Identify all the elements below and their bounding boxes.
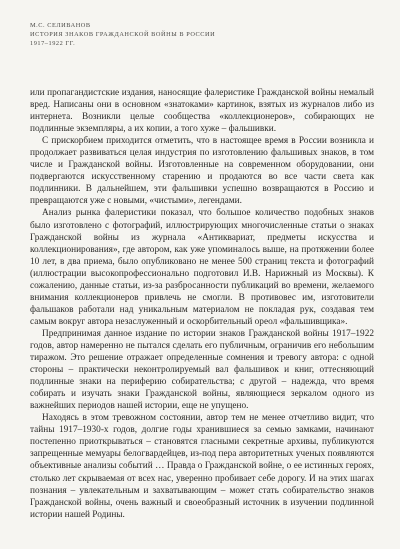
running-head-author: М.С. СЕЛИВАНОВ bbox=[30, 22, 91, 29]
running-head-title: ИСТОРИЯ ЗНАКОВ ГРАЖДАНСКОЙ ВОЙНЫ В РОССИИ bbox=[30, 30, 216, 38]
paragraph-3: Анализ рынка фалеристики показал, что большое количество подобных знаков было изготовлено с фотографий, иллюстрирующих многочисленные статьи о знаках Гражданской войны из журнала «Антиквариат, предметы искусства и коллекционирования», где автором, как уже упоминалось выше, на протяжении более 10 лет, в два приема, было опубликовано не менее 500 страниц текста и фотографий (иллюстрации высокопрофессионально подготовил И.В. Нарижный из Москвы). К сожалению, данные статьи, из-за разбросанности публикаций во времени, желаемого внимания коллекционеров привлечь не смогли. В противовес им, изготовители фальшаков работали над уникальным материалом не покладая рук, создавая тем самым вокруг автора незаслуженный и оскорбительный ореол «фальшивщика». bbox=[30, 208, 374, 327]
paragraph-4: Предпринимая данное издание по истории знаков Гражданской войны 1917–1922 годов, автор намеренно не пытался сделать его публичным, ограничив его небольшим тиражом. Это решение отражает определенные сомнения и тревогу автора: с одной стороны – практически неконтролируемый вал фальшивок и книг, оттесняющий подлинные знаки на периферию собирательства; с другой – надежда, что время собирать и изучать знаки Гражданской войны, являющиеся зеркалом одного из важнейших периодов нашей истории, еще не упущено. bbox=[30, 328, 374, 412]
running-head-years: 1917–1922 ГГ. bbox=[30, 39, 76, 47]
paragraph-1: или пропагандистские издания, наносящие фалеристике Гражданской войны немалый вред. Написаны они в основном «знатоками» картинок, взятых из журналов либо из интернета. Возникли целые сообщества «коллекционеров», собирающих не подлинные экземпляры, а их копии, а того хуже – фальшивки. bbox=[30, 88, 374, 135]
running-head bbox=[30, 22, 215, 49]
paragraph-5: Находясь в этом тревожном состоянии, автор тем не менее отчетливо видит, что тайны 1917–1930-х годов, долгие годы хранившиеся за семью замками, начинают постепенно приоткрываться – становятся гласными секретные архивы, публикуются запрещенные мемуары белогвардейцев, из-под пера авторитетных ученых появляются объективные анализы событий … Правда о Гражданской войне, о ее истинных героях, столько лет скрываемая от всех нас, уверенно пробивает себе дорогу. И на этих шагах познания – увлекательным и захватывающим – может стать собирательство знаков Гражданской войны, очень важный и своеобразный источник в изучении подлинной истории нашей Родины. bbox=[30, 413, 374, 520]
paragraph-2: С прискорбием приходится отметить, что в настоящее время в России возникла и продолжает развиваться целая индустрия по изготовлению фальшивых знаков, в том числе и Гражданской войны. Изготовленные на современном оборудовании, они подвергаются искусственному старению и продаются во все части света как подлинники. В дальнейшем, эти фальшивки успешно возвращаются в Россию и превращаются уже с новыми, «чистыми», легендами. bbox=[30, 136, 374, 207]
body-text bbox=[30, 87, 374, 521]
